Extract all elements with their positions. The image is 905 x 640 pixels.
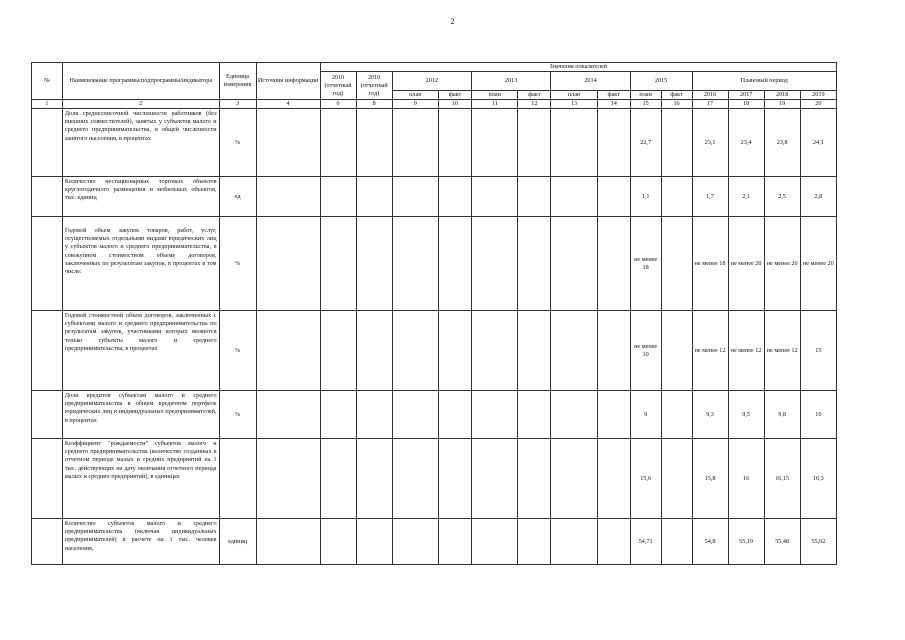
value-2017: 9,5 — [728, 391, 764, 439]
value-2019: 15 — [800, 311, 836, 391]
header-fact: факт — [518, 91, 551, 100]
table-row — [32, 177, 837, 217]
col-number: 15 — [630, 100, 661, 109]
page-number: 2 — [450, 17, 455, 26]
indicator-name: Годовой стоимостной объем договоров, заключенных с субъектами малого и среднего предпринимательства по результатам закупок, участниками которых являются только субъекты малого и среднего предпринимательства, в процентах — [62, 311, 219, 391]
indicator-unit: % — [219, 391, 256, 439]
col-number: 9 — [392, 100, 438, 109]
col-number: 1 — [32, 100, 63, 109]
indicator-name: Доля кредитов субъектам малого и среднего предпринимательства в общем кредитном портфеле юридических лиц и индивидуальных предпринимателей, в процентах — [62, 391, 219, 439]
header-name: Наименование программы/подпрограммы/индикатора — [62, 63, 219, 100]
header-no: № — [32, 63, 63, 100]
header-fact: факт — [439, 91, 472, 100]
table-row — [32, 439, 837, 519]
header-2015: 2015 — [630, 72, 692, 91]
col-number: 17 — [692, 100, 728, 109]
value-2018: не менее 12 — [764, 311, 800, 391]
plan-2015: не менее 18 — [630, 217, 661, 311]
header-2013: 2013 — [472, 72, 551, 91]
value-2018: 55,48 — [764, 519, 800, 565]
value-2018: 9,8 — [764, 391, 800, 439]
indicator-name: Доля среднесписочной численности работников (без внешних совместителей), занятых у субъектов малого и среднего предпринимательства, в общей численности занятого населения, в процентах — [62, 109, 219, 177]
table-row — [32, 311, 837, 391]
value-2018: 2,5 — [764, 177, 800, 217]
header-2012: 2012 — [392, 72, 471, 91]
col-number: 16 — [661, 100, 692, 109]
value-2017: 2,1 — [728, 177, 764, 217]
col-number: 2 — [62, 100, 219, 109]
value-2018: 23,8 — [764, 109, 800, 177]
value-2016: 15,8 — [692, 439, 728, 519]
value-2018: 16,15 — [764, 439, 800, 519]
indicator-unit: % — [219, 311, 256, 391]
col-number: 10 — [439, 100, 472, 109]
col-number: 20 — [800, 100, 836, 109]
indicator-unit: ед — [219, 177, 256, 217]
header-2010a: 2010 (отчетный год) — [320, 72, 356, 100]
plan-2015: 22,7 — [630, 109, 661, 177]
header-2018: 2018 — [764, 91, 800, 100]
value-2018: не менее 20 — [764, 217, 800, 311]
col-number: 8 — [356, 100, 392, 109]
header-fact: факт — [661, 91, 692, 100]
header-2017: 2017 — [728, 91, 764, 100]
value-2019: 24,1 — [800, 109, 836, 177]
value-2016: не менее 12 — [692, 311, 728, 391]
indicator-unit: % — [219, 109, 256, 177]
table-row — [32, 519, 837, 565]
header-planned: Плановый период — [692, 72, 837, 91]
indicator-name: Годовой объем закупок товаров, работ, услуг, осуществляемых отдельными видами юридических лиц у субъектов малого и среднего предпринимательства, в совокупном стоимостном объеме договоров, заключенных по результатам закупок, в процентах в том числе: — [62, 217, 219, 311]
plan-2015: не менее 10 — [630, 311, 661, 391]
plan-2015: 15,6 — [630, 439, 661, 519]
indicator-unit: единиц — [219, 519, 256, 565]
table-row — [32, 391, 837, 439]
col-number: 18 — [728, 100, 764, 109]
value-2016: 1,7 — [692, 177, 728, 217]
plan-2015: 9 — [630, 391, 661, 439]
header-unit: Единица измерения — [219, 63, 256, 100]
value-2017: 55,19 — [728, 519, 764, 565]
indicator-unit: % — [219, 217, 256, 311]
value-2016: 9,3 — [692, 391, 728, 439]
value-2016: не менее 18 — [692, 217, 728, 311]
indicator-name: Коэффициент "рождаемости" субъектов малого и среднего предпринимательства (количество созданных в отчетном периоде малых и средних предприятий на 1 тыс. действующих на дату окончания отчетного периода малых и средних предприятий), в единицах — [62, 439, 219, 519]
column-numbers-row — [32, 100, 837, 109]
value-2016: 23,1 — [692, 109, 728, 177]
value-2019: 10 — [800, 391, 836, 439]
indicators-table — [31, 62, 837, 565]
header-plan: план — [630, 91, 661, 100]
indicator-unit — [219, 439, 256, 519]
col-number: 3 — [219, 100, 256, 109]
plan-2015: 54,71 — [630, 519, 661, 565]
col-number: 6 — [320, 100, 356, 109]
header-2016: 2016 — [692, 91, 728, 100]
header-2014: 2014 — [551, 72, 630, 91]
table-row — [32, 217, 837, 311]
header-2019: 2019 — [800, 91, 836, 100]
col-number: 12 — [518, 100, 551, 109]
value-2019: 55,62 — [800, 519, 836, 565]
col-number: 4 — [256, 100, 320, 109]
plan-2015: 1,1 — [630, 177, 661, 217]
header-plan: план — [392, 91, 438, 100]
value-2016: 54,8 — [692, 519, 728, 565]
value-2019: не менее 20 — [800, 217, 836, 311]
header-2010b: 2010 (отчетный год) — [356, 72, 392, 100]
table-row — [32, 109, 837, 177]
value-2017: 23,4 — [728, 109, 764, 177]
col-number: 13 — [551, 100, 597, 109]
indicator-name: Количество субъектов малого и среднего предпринимательства (включая индивидуальных предпринимателей) в расчете на 1 тыс. человек населения, — [62, 519, 219, 565]
col-number: 11 — [472, 100, 518, 109]
value-2019: 16,3 — [800, 439, 836, 519]
header-source: Источник информации — [256, 63, 320, 100]
value-2017: не менее 12 — [728, 311, 764, 391]
col-number: 19 — [764, 100, 800, 109]
header-values-title: Значения показателей — [320, 63, 836, 72]
indicator-name: Количество нестационарных торговых объектов круглогодичного размещения и мобильных объектов, тыс. единиц — [62, 177, 219, 217]
col-number: 14 — [597, 100, 630, 109]
header-plan: план — [472, 91, 518, 100]
value-2019: 2,8 — [800, 177, 836, 217]
header-plan: план — [551, 91, 597, 100]
header-fact: факт — [597, 91, 630, 100]
value-2017: 16 — [728, 439, 764, 519]
value-2017: не менее 20 — [728, 217, 764, 311]
